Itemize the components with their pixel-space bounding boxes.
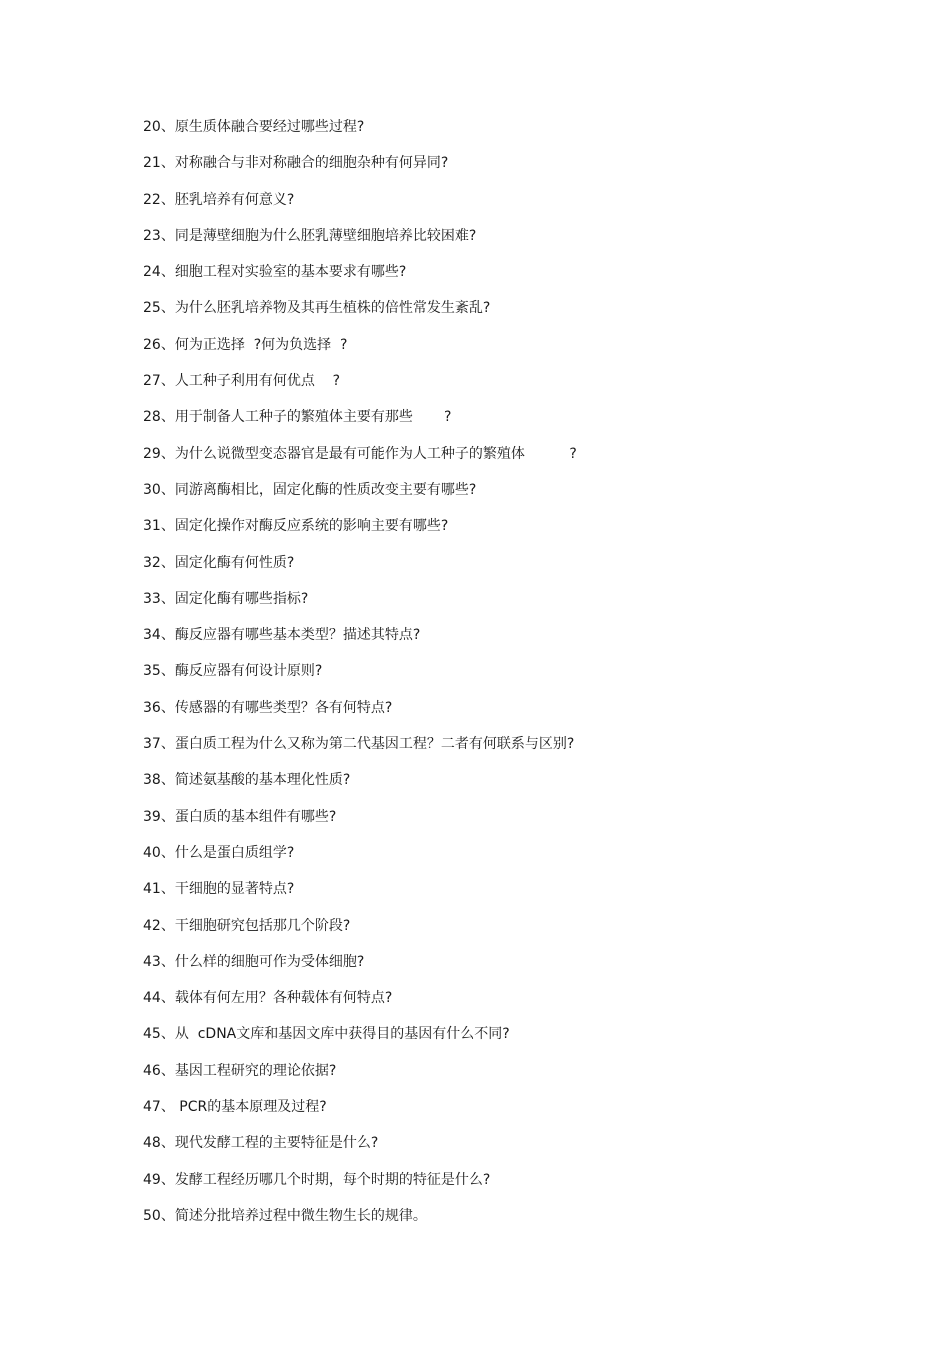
question-item: 27、人工种子利用有何优点 ? [143, 373, 341, 390]
question-item: 21、对称融合与非对称融合的细胞杂种有何异同? [143, 155, 449, 172]
question-item: 20、原生质体融合要经过哪些过程? [143, 119, 365, 135]
question-item: 25、为什么胚乳培养物及其再生植株的倍性常发生紊乱? [143, 300, 491, 317]
question-item: 22、胚乳培养有何意义? [143, 191, 295, 208]
question-item: 42、干细胞研究包括那几个阶段? [143, 917, 351, 934]
question-item: 24、细胞工程对实验室的基本要求有哪些? [143, 264, 407, 281]
question-item: 46、基因工程研究的理论依据? [143, 1062, 337, 1079]
question-item: 34、酶反应器有哪些基本类型？描述其特点? [143, 627, 421, 644]
question-item: 35、酶反应器有何设计原则? [143, 663, 323, 680]
question-item: 41、干细胞的显著特点? [143, 881, 295, 898]
question-item: 47、 PCR的基本原理及过程? [143, 1099, 327, 1116]
question-item: 40、什么是蛋白质组学? [143, 844, 295, 861]
question-list [143, 115, 903, 1240]
question-item: 28、用于制备人工种子的繁殖体主要有那些 ? [143, 409, 452, 426]
question-item: 23、同是薄壁细胞为什么胚乳薄壁细胞培养比较困难? [143, 227, 477, 244]
question-item: 26、何为正选择 ?何为负选择 ? [143, 336, 348, 353]
question-item: 49、发酵工程经历哪几个时期，每个时期的特征是什么? [143, 1171, 491, 1188]
question-item: 33、固定化酶有哪些指标? [143, 590, 309, 607]
question-item: 30、同游离酶相比，固定化酶的性质改变主要有哪些? [143, 481, 477, 498]
question-item: 37、蛋白质工程为什么又称为第二代基因工程？二者有何联系与区别? [143, 736, 575, 753]
question-item: 29、为什么说微型变态器官是最有可能作为人工种子的繁殖体 ? [143, 445, 577, 462]
question-item: 50、简述分批培养过程中微生物生长的规律。 [143, 1207, 427, 1224]
question-item: 48、现代发酵工程的主要特征是什么? [143, 1135, 379, 1152]
question-item: 31、固定化操作对酶反应系统的影响主要有哪些? [143, 518, 449, 535]
question-item: 44、载体有何左用？各种载体有何特点? [143, 990, 393, 1007]
question-item: 39、蛋白质的基本组件有哪些? [143, 808, 337, 825]
question-item: 45、从 cDNA文库和基因文库中获得目的基因有什么不同? [143, 1026, 510, 1043]
question-item: 38、简述氨基酸的基本理化性质? [143, 772, 351, 789]
question-item: 43、什么样的细胞可作为受体细胞? [143, 953, 365, 970]
question-item: 32、固定化酶有何性质? [143, 554, 295, 571]
question-item: 36、传感器的有哪些类型？各有何特点? [143, 699, 393, 716]
